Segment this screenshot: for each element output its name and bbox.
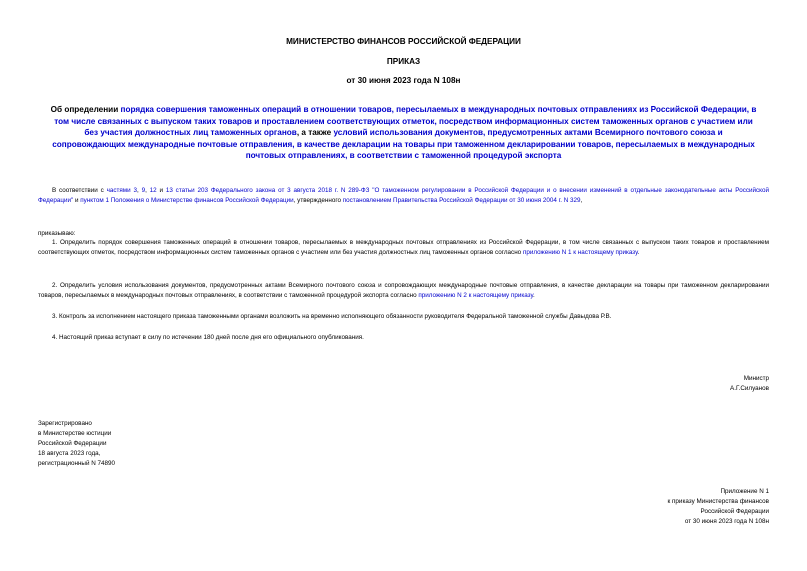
item-3: 3. Контроль за исполнением настоящего приказа таможенными органами возложить на временно исполняющего обязанности руководителя Федеральной таможенной службы Давыдова Р.В. bbox=[52, 313, 612, 320]
link-part-9[interactable]: 9 bbox=[141, 187, 146, 194]
doc-type-heading: ПРИКАЗ bbox=[386, 57, 421, 66]
signature-name: А.Г.Силуанов bbox=[730, 385, 769, 392]
link-government-resolution[interactable]: постановлением Правительства Российской Федерации от 30 июня 2004 г. N 329 bbox=[342, 197, 581, 204]
order-word: приказываю: bbox=[38, 230, 76, 237]
link-appendix-2[interactable]: приложению N 2 к настоящему приказу bbox=[418, 292, 534, 299]
signature-position: Министр bbox=[743, 375, 769, 382]
link-part-3[interactable]: частями 3 bbox=[106, 187, 137, 194]
link-part-12[interactable]: 12 bbox=[149, 187, 157, 194]
title-link-procedure[interactable]: порядка совершения таможенных операций в отношении товаров, пересылаемых в международных почтовых отправлениях из Российской Федерации, в том числе связанных с выпуском таких товаров и проставлением соответствующих отметок, посредством информационных систем таможенных органов с участием или без участия должностных лиц таможенных органов bbox=[54, 105, 757, 137]
link-appendix-1[interactable]: приложению N 1 к настоящему приказу bbox=[522, 249, 638, 256]
date-number-heading: от 30 июня 2023 года N 108н bbox=[346, 76, 461, 85]
title-prefix: Об определении bbox=[50, 105, 121, 114]
ministry-heading: МИНИСТЕРСТВО ФИНАНСОВ РОССИЙСКОЙ ФЕДЕРАЦИИ bbox=[286, 37, 521, 46]
title-middle: , а также bbox=[296, 128, 334, 137]
signature-block bbox=[730, 374, 769, 394]
registration-block: Зарегистрировано в Министерстве юстиции Российской Федерации 18 августа 2023 года, регистрационный N 74890 bbox=[38, 420, 116, 467]
order-title bbox=[50, 104, 757, 162]
title-link-conditions[interactable]: условий использования документов, предусмотренных актами Всемирного почтового союза и сопровождающих международные почтовые отправления, в качестве декларации на товары при таможенном декларировании товаров, пересылаемых в международных почтовых отправлениях, в соответствии с таможенной процедурой экспорта bbox=[52, 128, 755, 160]
item-1: 1. Определить порядок совершения таможенных операций в отношении товаров, пересылаемых в международных почтовых отправлениях из Российской Федерации, в том числе связанных с выпуском таких товаров и проставлением соответствующих отметок, посредством информационных систем таможенных органов с участием или без участия должностных лиц таможенных органов согласно приложению N 1 к настоящему приказу. bbox=[38, 239, 769, 256]
appendix-header-block: Приложение N 1 к приказу Министерства финансов Российской Федерации от 30 июня 2023 года N 108н bbox=[667, 488, 769, 525]
link-federal-law-289[interactable]: 13 статьи 203 Федерального закона от 3 августа 2018 г. N 289-ФЗ "О таможенном регулировании в Российской Федерации и о внесении изменений в отдельные законодательные акты Российской Федерации" bbox=[38, 187, 770, 204]
item-2: 2. Определить условия использования документов, предусмотренных актами Всемирного почтового союза и сопровождающих международные почтовые отправления, в качестве декларации на товары при таможенном декларировании товаров, пересылаемых в международных почтовых отправлениях, в соответствии с таможенной процедурой экспорта согласно приложению N 2 к настоящему приказу. bbox=[38, 282, 769, 299]
preamble-paragraph: В соответствии с частями 3, 9, 12 и 13 статьи 203 Федерального закона от 3 августа 2018 г. N 289-ФЗ "О таможенном регулировании в Российской Федерации и о внесении изменений в отдельные законодательные акты Российской Федерации" и пунктом 1 Положения о Министерстве финансов Российской Федерации, утвержденного постановлением Правительства Российской Федерации от 30 июня 2004 г. N 329, bbox=[38, 187, 770, 204]
item-4: 4. Настоящий приказ вступает в силу по истечении 180 дней после дня его официального опубликования. bbox=[52, 334, 364, 341]
link-ministry-regulation[interactable]: пунктом 1 Положения о Министерстве финансов Российской Федерации bbox=[80, 197, 294, 204]
